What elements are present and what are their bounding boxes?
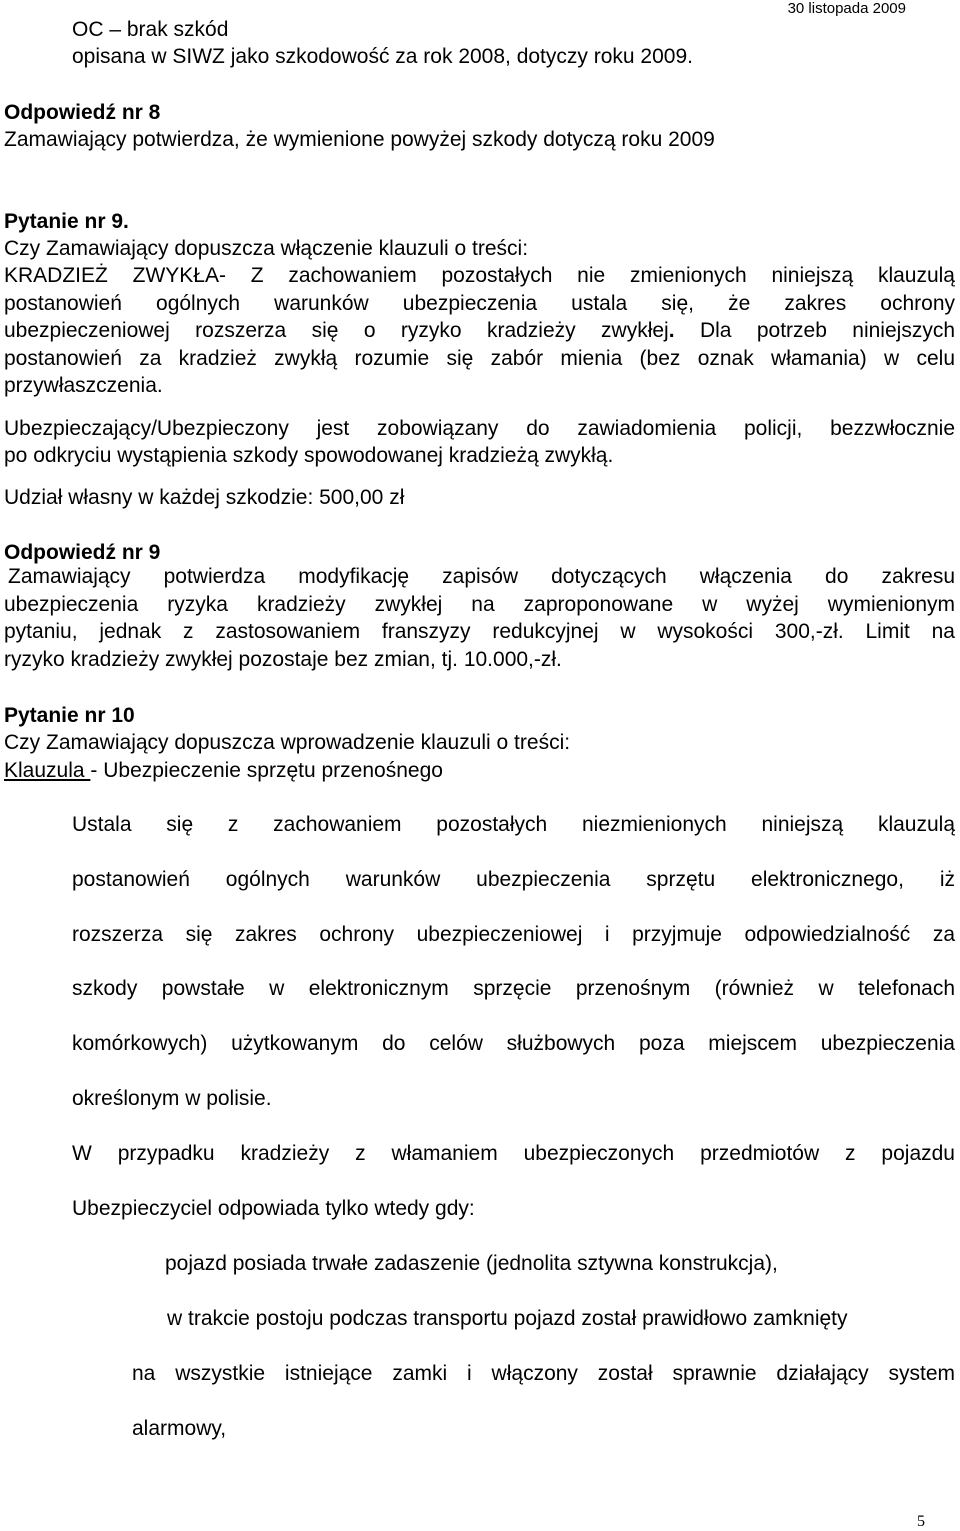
answer-8-title: Odpowiedź nr 8 [4,101,161,124]
question-9-line [4,317,955,344]
clause-heading [4,757,443,784]
clause-text-line: komórkowych) użytkowanym do celów służbowych poza miejscem ubezpieczenia [72,1032,955,1055]
question-10-intro: Czy Zamawiający dopuszcza wprowadzenie klauzuli o treści: [4,731,571,754]
answer-9-line: Zamawiający potwierdza modyfikację zapisów dotyczących włączenia do zakresu [8,565,955,588]
clause-title: - Ubezpieczenie sprzętu przenośnego [90,759,443,782]
condition-item: w trakcie postoju podczas transportu pojazd został prawidłowo zamknięty [167,1307,848,1330]
clause-text-line: postanowień ogólnych warunków ubezpieczenia sprzętu elektronicznego, iż [72,868,955,891]
question-10-title: Pytanie nr 10 [4,704,135,727]
header-line-2: opisana w SIWZ jako szkodowość za rok 2008, dotyczy roku 2009. [72,45,693,68]
condition-item: na wszystkie istniejące zamki i włączony został sprawnie działający system [132,1362,955,1385]
question-9-line: przywłaszczenia. [4,374,163,397]
question-9-line: postanowień za kradzież zwykłą rozumie się zabór mienia (bez oznak włamania) w celu [4,347,955,370]
question-9-title: Pytanie nr 9. [4,210,129,233]
clause-emphasis: ubezpieczeniowej rozszerza się o ryzyko kradzieży zwykłej [4,319,669,342]
question-9-line: KRADZIEŻ ZWYKŁA- Z zachowaniem pozostałych nie zmienionych niniejszą klauzulą [4,264,955,287]
question-9-deductible: Udział własny w każdej szkodzie: 500,00 zł [4,486,405,509]
condition-item: pojazd posiada trwałe zadaszenie (jednolita sztywna konstrukcja), [165,1252,778,1275]
condition-item: alarmowy, [132,1417,227,1440]
burglary-line: Ubezpieczyciel odpowiada tylko wtedy gdy: [72,1197,475,1220]
answer-9-line: ubezpieczenia ryzyka kradzieży zwykłej na zaproponowane w wyżej wymienionym [4,593,955,616]
clause-emphasis-period: . [668,319,675,342]
header-date: 30 listopada 2009 [787,0,906,17]
question-9-intro: Czy Zamawiający dopuszcza włączenie klauzuli o treści: [4,237,529,260]
question-9-notice: po odkryciu wystąpienia szkody spowodowanej kradzieżą zwykłą. [4,444,614,467]
question-9-line: postanowień ogólnych warunków ubezpieczenia ustala się, że zakres ochrony [4,292,955,315]
answer-9-title: Odpowiedź nr 9 [4,541,161,564]
answer-9-line: ryzyko kradzieży zwykłej pozostaje bez zmian, tj. 10.000,-zł. [4,648,562,671]
burglary-line: W przypadku kradzieży z włamaniem ubezpieczonych przedmiotów z pojazdu [72,1142,955,1165]
clause-text-line: rozszerza się zakres ochrony ubezpieczeniowej i przyjmuje odpowiedzialność za [72,923,955,946]
clause-text-line: szkody powstałe w elektronicznym sprzęcie przenośnym (również w telefonach [72,977,955,1000]
answer-9-line: pytaniu, jednak z zastosowaniem franszyzy redukcyjnej w wysokości 300,-zł. Limit na [4,620,955,643]
clause-text-line: Ustala się z zachowaniem pozostałych niezmienionych niniejszą klauzulą [72,813,955,836]
question-9-notice: Ubezpieczający/Ubezpieczony jest zobowiązany do zawiadomienia policji, bezzwłocznie [4,417,955,440]
clause-label: Klauzula [4,759,91,782]
header-line-1: OC – brak szkód [72,18,229,41]
answer-8-text: Zamawiający potwierdza, że wymienione powyżej szkody dotyczą roku 2009 [4,128,715,151]
page-number: 5 [917,1513,925,1530]
clause-continuation: Dla potrzeb niniejszych [674,319,956,342]
clause-text-line: określonym w polisie. [72,1087,272,1110]
